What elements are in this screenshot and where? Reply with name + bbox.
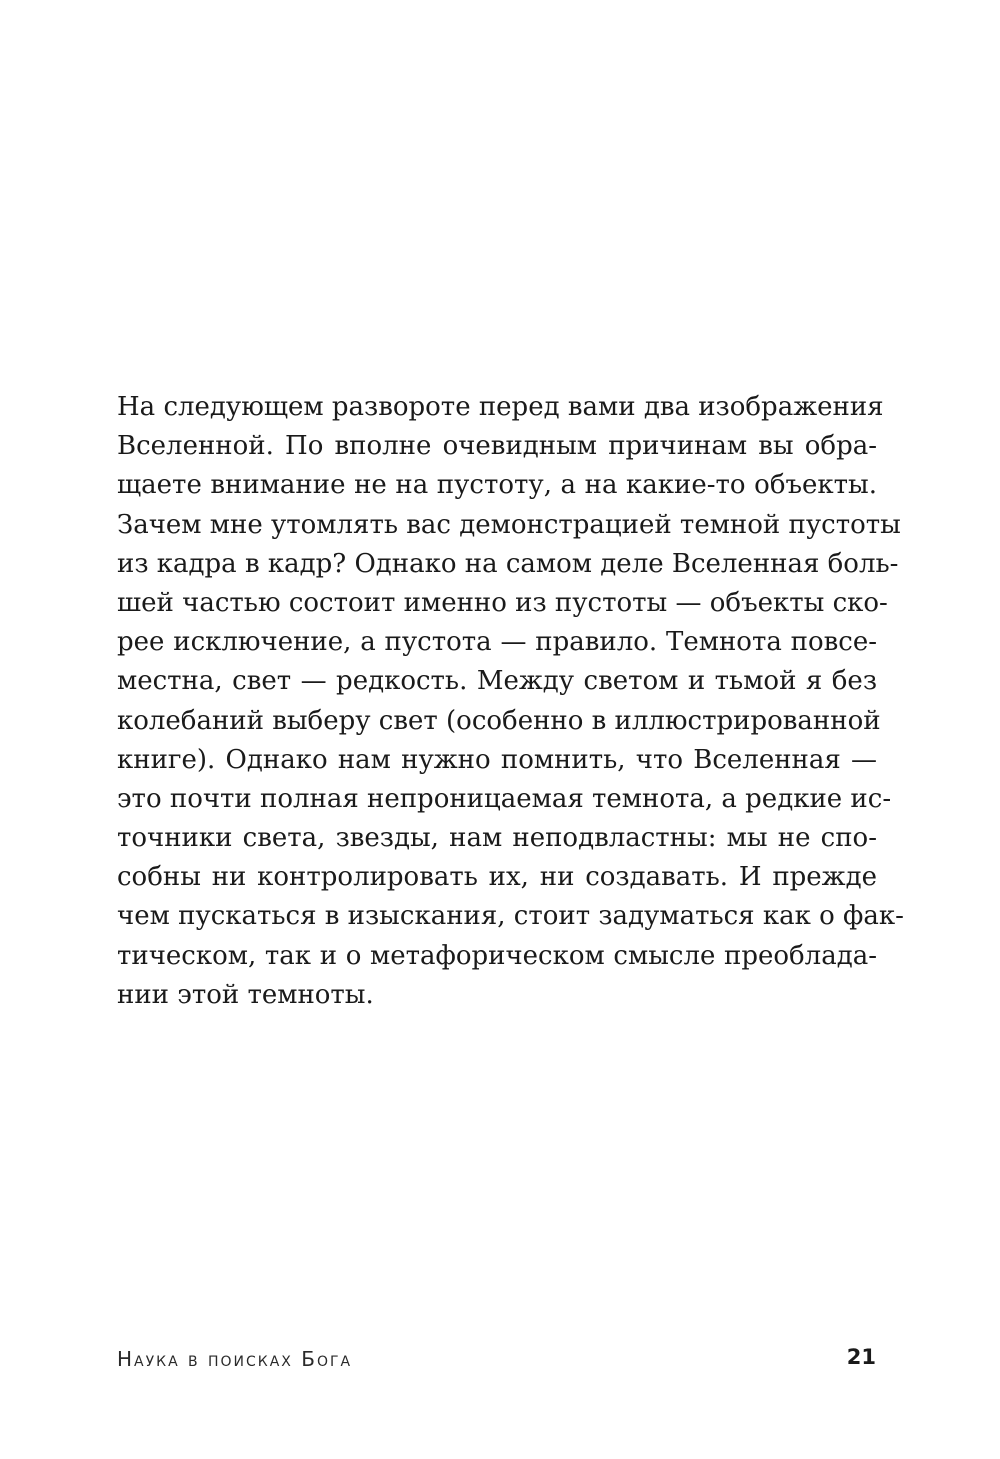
text-line: нии этой темноты.	[117, 979, 374, 1010]
text-line: чем пускаться в изыскания, стоит задуматься как о фак-	[117, 901, 904, 932]
text-line: собны ни контролировать их, ни создавать. И прежде	[117, 862, 877, 893]
running-footer-book-title: Наука в поисках Бога	[117, 1347, 353, 1371]
text-line: Вселенной. По вполне очевидным причинам вы обра-	[117, 431, 877, 462]
text-line: точники света, звезды, нам неподвластны: мы не спо-	[117, 823, 877, 854]
text-line: На следующем развороте перед вами два изображения	[117, 392, 884, 422]
text-line: щаете внимание не на пустоту, а на какие-то объекты.	[117, 470, 877, 501]
body-paragraph	[117, 388, 904, 1015]
text-line: это почти полная непроницаемая темнота, а редкие ис-	[117, 783, 892, 814]
page-number: 21	[846, 1345, 876, 1369]
text-line: книге). Однако нам нужно помнить, что Вселенная —	[117, 744, 877, 775]
text-line: рее исключение, а пустота — правило. Темнота повсе-	[117, 627, 877, 658]
text-line: шей частью состоит именно из пустоты — объекты ско-	[117, 587, 888, 618]
text-line: колебаний выберу свет (особенно в иллюстрированной	[117, 705, 881, 736]
text-line: из кадра в кадр? Однако на самом деле Вселенная боль-	[117, 548, 899, 579]
text-line: Зачем мне утомлять вас демонстрацией темной пустоты	[117, 509, 901, 540]
text-line: тическом, так и о метафорическом смысле преоблада-	[117, 940, 877, 971]
text-line: местна, свет — редкость. Между светом и тьмой я без	[117, 666, 877, 697]
